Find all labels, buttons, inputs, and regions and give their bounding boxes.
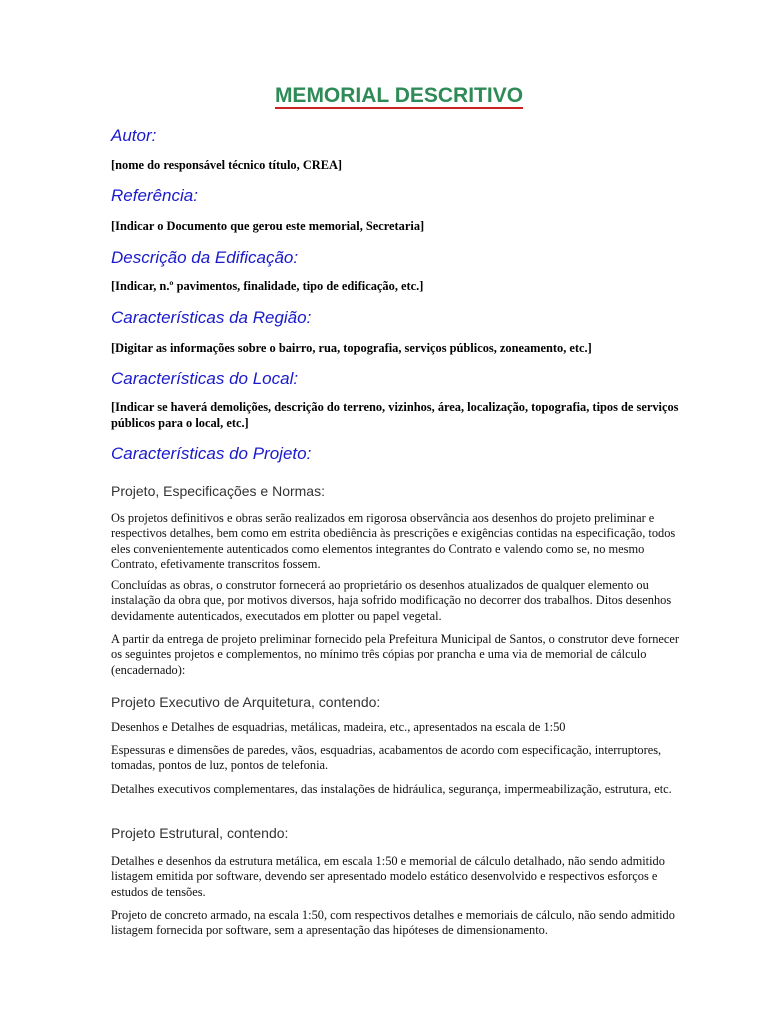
- note-referencia: [Indicar o Documento que gerou este memorial, Secretaria]: [111, 219, 425, 233]
- heading-referencia: Referência:: [111, 186, 198, 205]
- paragraph-projeto-normas-2: Concluídas as obras, o construtor fornecerá ao proprietário os desenhos atualizados de qualquer elemento ou instalação da obra que, por motivos diversos, haja sofrido modificação no decorrer dos trabalhos. Ditos desenhos devidamente autenticados, executados em plotter ou papel vegetal.: [111, 578, 672, 623]
- paragraph-estrutural-2: Projeto de concreto armado, na escala 1:50, com respectivos detalhes e memoriais de cálculo, não sendo admitido listagem fornecida por software, sem a apresentação das hipóteses de dimensionamento.: [111, 908, 675, 938]
- heading-regiao: Características da Região:: [111, 308, 312, 327]
- note-autor: [nome do responsável técnico título, CREA]: [111, 158, 343, 172]
- heading-projeto: Características do Projeto:: [111, 444, 312, 463]
- heading-descricao: Descrição da Edificação:: [111, 248, 299, 267]
- document-title-text: MEMORIAL DESCRITIVO: [274, 84, 524, 107]
- note-regiao: [Digitar as informações sobre o bairro, rua, topografia, serviços públicos, zoneamento, etc.]: [111, 341, 592, 355]
- subheading-projeto-normas: Projeto, Especificações e Normas:: [111, 483, 325, 499]
- heading-autor: Autor:: [111, 126, 157, 145]
- note-descricao: [Indicar, n.º pavimentos, finalidade, tipo de edificação, etc.]: [111, 279, 424, 293]
- subheading-estrutural: Projeto Estrutural, contendo:: [111, 825, 289, 841]
- paragraph-projeto-normas-3: A partir da entrega de projeto preliminar fornecido pela Prefeitura Municipal de Santos, o construtor deve fornecer os seguintes projetos e complementos, no mínimo três cópias por prancha e uma via de memorial de cálculo (encadernado):: [111, 632, 680, 677]
- paragraph-arquitetura-3: Detalhes executivos complementares, das instalações de hidráulica, segurança, impermeabilização, estrutura, etc.: [111, 782, 672, 796]
- paragraph-arquitetura-2: Espessuras e dimensões de paredes, vãos, esquadrias, acabamentos de acordo com especificação, interruptores, tomadas, pontos de luz, pontos de telefonia.: [111, 743, 662, 773]
- document-title: [109, 84, 689, 108]
- paragraph-projeto-normas-1: Os projetos definitivos e obras serão realizados em rigorosa observância aos desenhos do projeto preliminar e respectivos detalhes, bem como em estrita obediência às prescrições e exigências contidas na especificação, todos eles convenientemente autenticados como elementos integrantes do Contrato e valendo como se, no mesmo Contrato, efetivamente transcritos fossem.: [111, 511, 676, 572]
- heading-local: Características do Local:: [111, 369, 299, 388]
- subheading-arquitetura: Projeto Executivo de Arquitetura, contendo:: [111, 694, 381, 710]
- paragraph-arquitetura-1: Desenhos e Detalhes de esquadrias, metálicas, madeira, etc., apresentados na escala de 1:50: [111, 720, 566, 734]
- note-local: [Indicar se haverá demolições, descrição do terreno, vizinhos, área, localização, topografia, tipos de serviços públicos para o local, etc.]: [111, 400, 679, 430]
- paragraph-estrutural-1: Detalhes e desenhos da estrutura metálica, em escala 1:50 e memorial de cálculo detalhado, não sendo admitido listagem emitida por software, devendo ser apresentado modelo estático desenvolvido e respectivos esforços e estudos de tensões.: [111, 854, 665, 899]
